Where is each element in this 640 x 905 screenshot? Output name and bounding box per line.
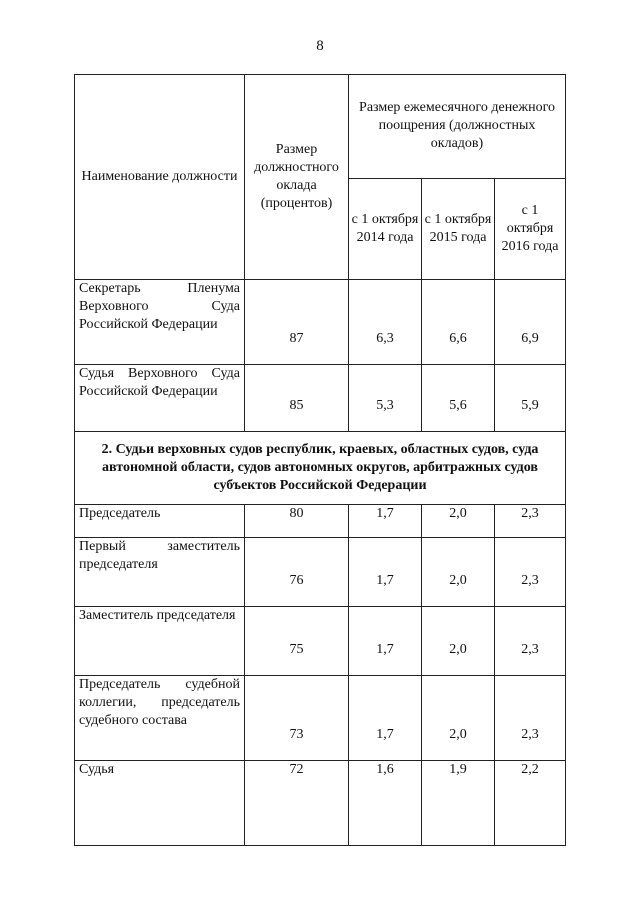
bonus-2014-cell: 1,6 xyxy=(349,761,422,846)
bonus-2016-cell: 2,3 xyxy=(495,607,566,676)
salary-table xyxy=(74,74,566,846)
position-cell: Секретарь Пленума Верховного Суда Российской Федерации xyxy=(75,280,245,365)
bonus-2015-cell: 2,0 xyxy=(422,505,495,538)
table-row xyxy=(75,365,566,432)
salary-cell: 80 xyxy=(245,505,349,538)
table-row xyxy=(75,607,566,676)
bonus-2015-cell: 1,9 xyxy=(422,761,495,846)
salary-cell: 75 xyxy=(245,607,349,676)
header-salary-size: Размер должностного оклада (процентов) xyxy=(245,75,349,280)
table-row xyxy=(75,280,566,365)
bonus-2016-cell: 2,3 xyxy=(495,676,566,761)
bonus-2014-cell: 5,3 xyxy=(349,365,422,432)
position-cell: Первый заместитель председателя xyxy=(75,538,245,607)
bonus-2016-cell: 2,2 xyxy=(495,761,566,846)
position-cell: Председатель судебной коллегии, председатель судебного состава xyxy=(75,676,245,761)
bonus-2015-cell: 2,0 xyxy=(422,607,495,676)
position-cell: Председатель xyxy=(75,505,245,538)
header-date-2015: с 1 октября 2015 года xyxy=(422,178,495,280)
bonus-2015-cell: 5,6 xyxy=(422,365,495,432)
bonus-2016-cell: 2,3 xyxy=(495,538,566,607)
bonus-2015-cell: 6,6 xyxy=(422,280,495,365)
bonus-2014-cell: 1,7 xyxy=(349,676,422,761)
table-row xyxy=(75,761,566,846)
bonus-2014-cell: 1,7 xyxy=(349,538,422,607)
salary-cell: 85 xyxy=(245,365,349,432)
bonus-2016-cell: 6,9 xyxy=(495,280,566,365)
bonus-2016-cell: 2,3 xyxy=(495,505,566,538)
salary-cell: 76 xyxy=(245,538,349,607)
header-monthly-bonus: Размер ежемесячного денежного поощрения (должностных окладов) xyxy=(349,75,566,179)
table-row xyxy=(75,505,566,538)
salary-cell: 72 xyxy=(245,761,349,846)
bonus-2015-cell: 2,0 xyxy=(422,676,495,761)
table-row xyxy=(75,676,566,761)
position-cell: Судья xyxy=(75,761,245,846)
table-row xyxy=(75,538,566,607)
page-number: 8 xyxy=(316,38,324,54)
header-position-name: Наименование должности xyxy=(75,75,245,280)
bonus-2014-cell: 1,7 xyxy=(349,505,422,538)
bonus-2015-cell: 2,0 xyxy=(422,538,495,607)
header-date-2014: с 1 октября 2014 года xyxy=(349,178,422,280)
salary-cell: 87 xyxy=(245,280,349,365)
position-cell: Судья Верховного Суда Российской Федерации xyxy=(75,365,245,432)
header-date-2016: с 1 октября 2016 года xyxy=(495,178,566,280)
bonus-2014-cell: 6,3 xyxy=(349,280,422,365)
section-heading: 2. Судьи верховных судов республик, краевых, областных судов, суда автономной области, судов автономных округов, арбитражных судов субъектов Российской Федерации xyxy=(75,432,566,505)
salary-cell: 73 xyxy=(245,676,349,761)
position-cell: Заместитель председателя xyxy=(75,607,245,676)
bonus-2014-cell: 1,7 xyxy=(349,607,422,676)
bonus-2016-cell: 5,9 xyxy=(495,365,566,432)
